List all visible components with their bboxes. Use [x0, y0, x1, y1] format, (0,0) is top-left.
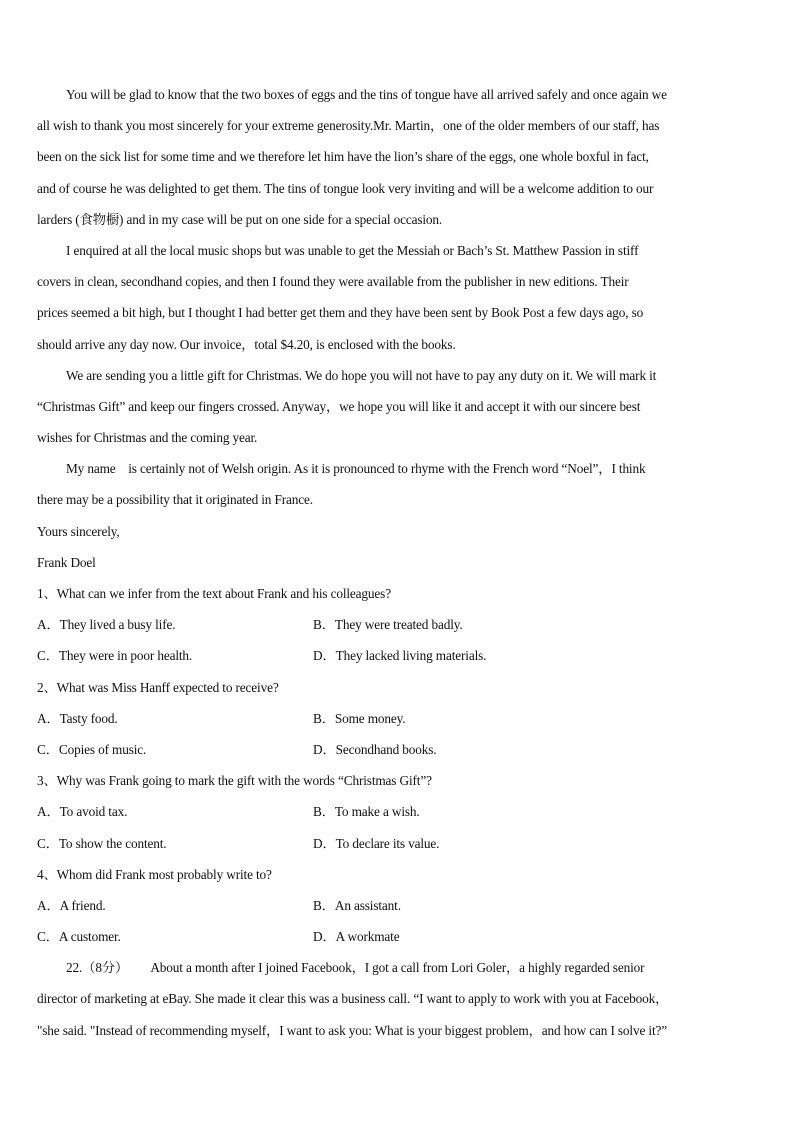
options-row — [37, 640, 767, 671]
passage-line: wishes for Christmas and the coming year. — [37, 430, 258, 446]
options-row — [37, 703, 767, 734]
option-c: C．They were in poor health. — [37, 648, 193, 664]
question-stem: 1、What can we infer from the text about Frank and his colleagues? — [37, 586, 391, 601]
option-c: C．To show the content. — [37, 835, 167, 851]
option-c: C．A customer. — [37, 929, 121, 945]
document-content — [37, 79, 767, 1046]
question-3 — [37, 765, 767, 859]
option-d: D．A workmate — [313, 929, 400, 945]
option-b: B．An assistant. — [313, 897, 401, 913]
option-b: B．Some money. — [313, 710, 406, 726]
passage-line: 22.（8分） About a month after I joined Facebook，I got a call from Lori Goler，a highly regarded senior — [66, 960, 645, 976]
options-row — [37, 609, 767, 640]
next-passage — [37, 952, 767, 1046]
option-d: D．Secondhand books. — [313, 741, 437, 757]
passage-line: all wish to thank you most sincerely for your extreme generosity.Mr. Martin，one of the older members of our staff, has — [37, 118, 660, 134]
passage-line: there may be a possibility that it originated in France. — [37, 492, 313, 508]
question-2 — [37, 672, 767, 766]
passage-line: covers in clean, secondhand copies, and then I found they were available from the publisher in new editions. Their — [37, 274, 629, 290]
question-stem: 3、Why was Frank going to mark the gift with the words “Christmas Gift”? — [37, 773, 432, 789]
option-d: D．To declare its value. — [313, 835, 440, 851]
question-1 — [37, 578, 767, 672]
option-a: A．To avoid tax. — [37, 804, 128, 820]
passage-line: I enquired at all the local music shops but was unable to get the Messiah or Bach’s St. Matthew Passion in stiff — [66, 242, 639, 258]
question-4 — [37, 859, 767, 953]
option-a: A．A friend. — [37, 897, 106, 913]
letter-signature: Frank Doel — [37, 554, 96, 570]
passage-line: and of course he was delighted to get them. The tins of tongue look very inviting and will be a welcome addition to our — [37, 180, 654, 196]
options-row — [37, 828, 767, 859]
passage-line: "she said. "Instead of recommending myself，I want to ask you: What is your biggest problem，and how can I solve it?” — [37, 1022, 667, 1038]
passage-line: We are sending you a little gift for Christmas. We do hope you will not have to pay any duty on it. We will mark it — [66, 367, 657, 383]
option-b: B．They were treated badly. — [313, 617, 463, 633]
option-d: D．They lacked living materials. — [313, 648, 487, 664]
option-c: C．Copies of music. — [37, 741, 147, 757]
passage-line: “Christmas Gift” and keep our fingers crossed. Anyway，we hope you will like it and accept it with our sincere best — [37, 398, 641, 414]
option-a: A．Tasty food. — [37, 710, 118, 726]
letter-closing: Yours sincerely, — [37, 523, 120, 539]
letter-passage — [37, 79, 767, 578]
question-stem: 2、What was Miss Hanff expected to receive? — [37, 679, 279, 695]
passage-line: director of marketing at eBay. She made it clear this was a business call. “I want to apply to work with you at Facebook， — [37, 991, 669, 1007]
passage-line: My name is certainly not of Welsh origin. As it is pronounced to rhyme with the French word “Noel”，I think — [66, 461, 646, 477]
options-row — [37, 796, 767, 827]
passage-line: prices seemed a bit high, but I thought I had better get them and they have been sent by Book Post a few days ago, so — [37, 305, 644, 321]
passage-line: You will be glad to know that the two boxes of eggs and the tins of tongue have all arrived safely and once again we — [66, 87, 667, 102]
options-row — [37, 734, 767, 765]
option-b: B．To make a wish. — [313, 804, 420, 820]
passage-line: been on the sick list for some time and we therefore let him have the lion’s share of the eggs, one whole boxful in fact, — [37, 149, 649, 165]
question-stem: 4、Whom did Frank most probably write to? — [37, 866, 272, 882]
passage-line: larders (食物橱) and in my case will be put on one side for a special occasion. — [37, 211, 443, 227]
options-row — [37, 921, 767, 952]
passage-line: should arrive any day now. Our invoice，total $4.20, is enclosed with the books. — [37, 336, 456, 352]
options-row — [37, 890, 767, 921]
option-a: A．They lived a busy life. — [37, 617, 176, 633]
